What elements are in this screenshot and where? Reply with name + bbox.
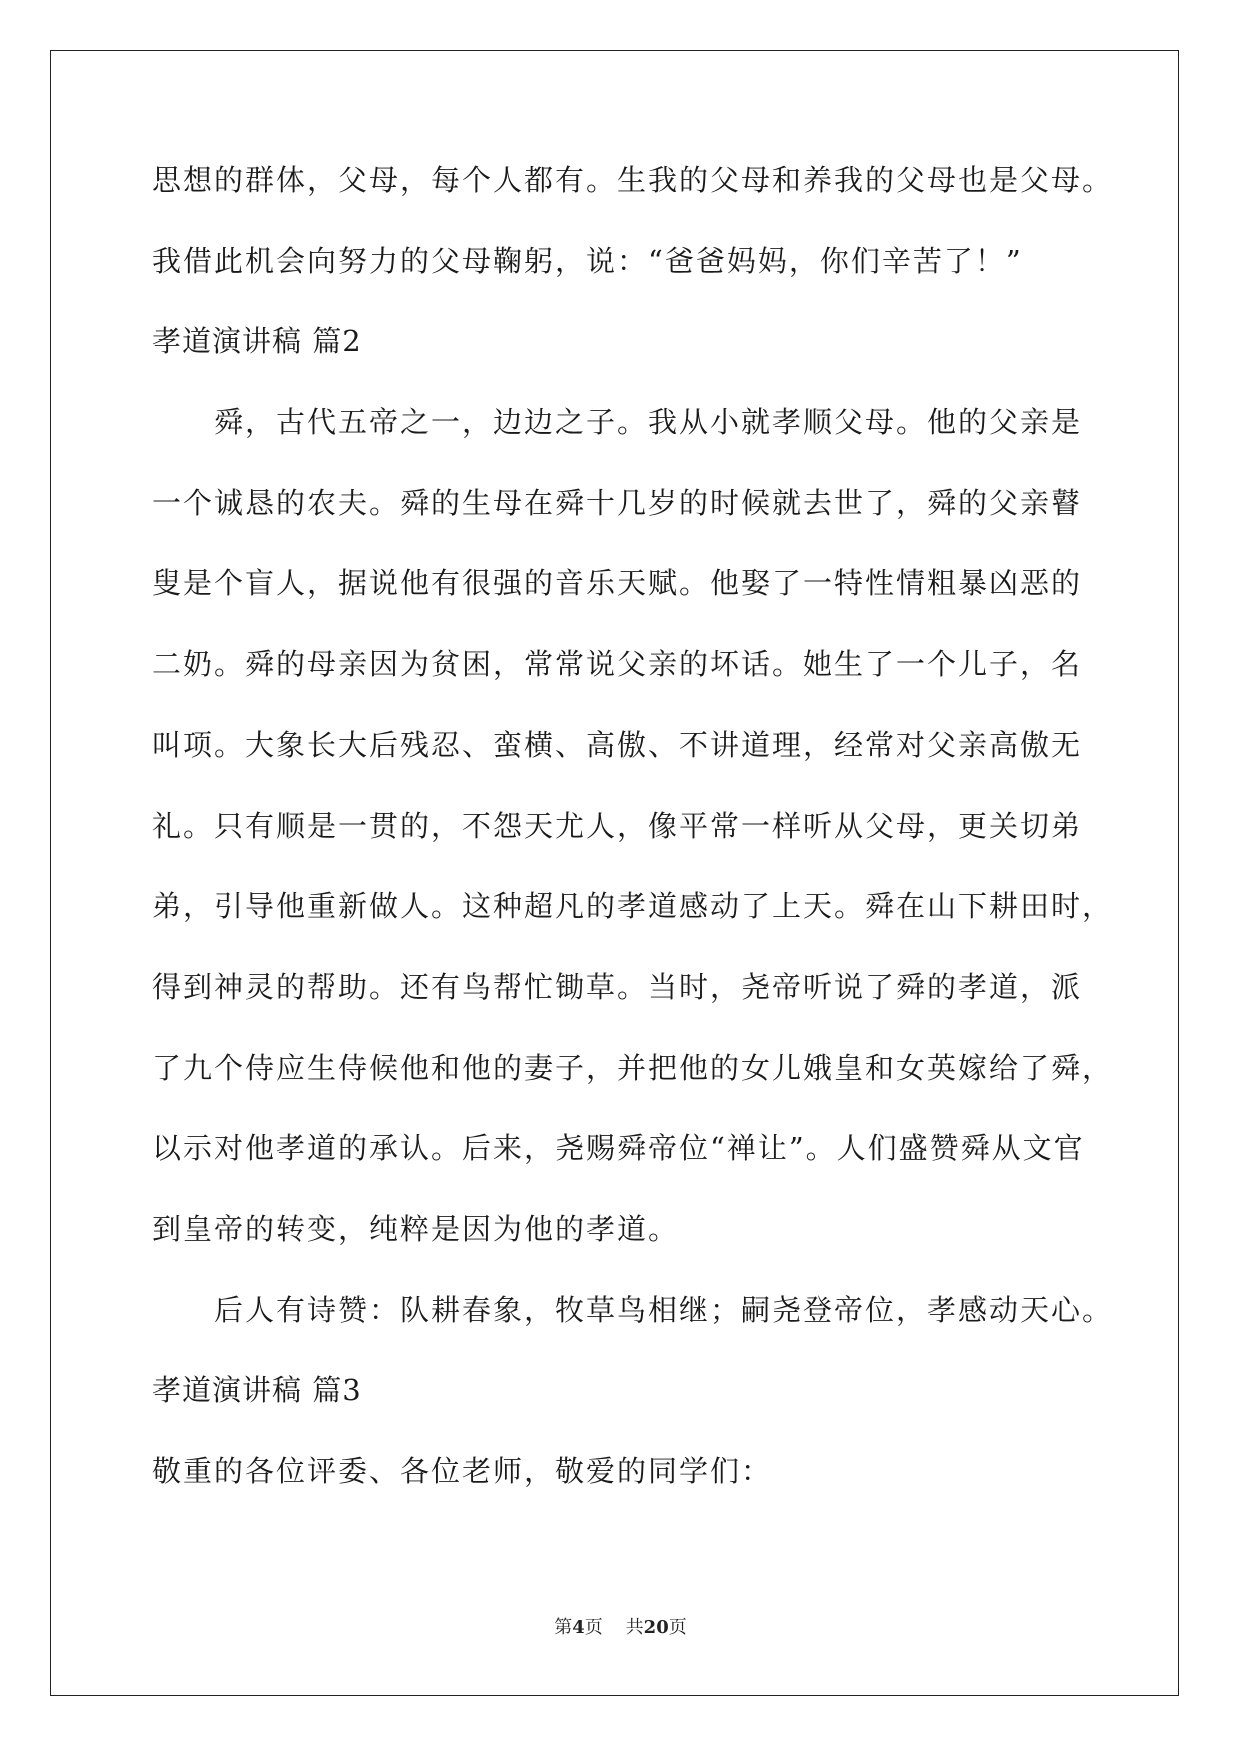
paragraph-line: 一个诚恳的农夫。舜的生母在舜十几岁的时候就去世了，舜的父亲瞽 <box>152 485 1083 520</box>
paragraph-line: 舜，古代五帝之一，边边之子。我从小就孝顺父母。他的父亲是 <box>214 405 1083 440</box>
footer-page-unit: 页 <box>584 1617 603 1638</box>
paragraph-line: 弟，引导他重新做人。这种超凡的孝道感动了上天。舜在山下耕田时， <box>152 889 1114 924</box>
current-page-number: 4 <box>572 1617 585 1638</box>
paragraph-line: 叫项。大象长大后残忍、蛮横、高傲、不讲道理，经常对父亲高傲无 <box>152 727 1083 762</box>
document-body <box>152 140 1114 1512</box>
page-footer <box>0 1616 1241 1640</box>
paragraph-line: 得到神灵的帮助。还有鸟帮忙锄草。当时，尧帝听说了舜的孝道，派 <box>152 969 1083 1004</box>
paragraph-line: 我借此机会向努力的父母鞠躬，说：“爸爸妈妈，你们辛苦了！” <box>152 243 1023 278</box>
paragraph-line: 思想的群体，父母，每个人都有。生我的父母和养我的父母也是父母。 <box>152 163 1114 197</box>
section-heading: 孝道演讲稿 篇2 <box>152 324 362 359</box>
footer-prefix: 第 <box>554 1617 573 1638</box>
paragraph-line: 以示对他孝道的承认。后来，尧赐舜帝位“禅让”。人们盛赞舜从文官 <box>152 1131 1085 1166</box>
paragraph-line: 敬重的各位评委、各位老师，敬爱的同学们： <box>152 1454 773 1488</box>
paragraph-line: 后人有诗赞：队耕春象，牧草鸟相继；嗣尧登帝位，孝感动天心。 <box>214 1292 1114 1327</box>
paragraph-line: 礼。只有顺是一贯的，不怨天尤人，像平常一样听从父母，更关切弟 <box>152 808 1083 843</box>
footer-total-unit: 页 <box>668 1617 687 1638</box>
paragraph-line: 二奶。舜的母亲因为贫困，常常说父亲的坏话。她生了一个儿子，名 <box>152 647 1083 682</box>
section-heading: 孝道演讲稿 篇3 <box>152 1373 362 1408</box>
total-pages-number: 20 <box>643 1617 669 1638</box>
paragraph-line: 了九个侍应生侍候他和他的妻子，并把他的女儿娥皇和女英嫁给了舜， <box>152 1050 1114 1085</box>
paragraph-line: 到皇帝的转变，纯粹是因为他的孝道。 <box>152 1211 680 1246</box>
paragraph-line: 叟是个盲人，据说他有很强的音乐天赋。他娶了一特性情粗暴凶恶的 <box>152 566 1083 601</box>
footer-total-prefix: 共 <box>625 1617 644 1638</box>
